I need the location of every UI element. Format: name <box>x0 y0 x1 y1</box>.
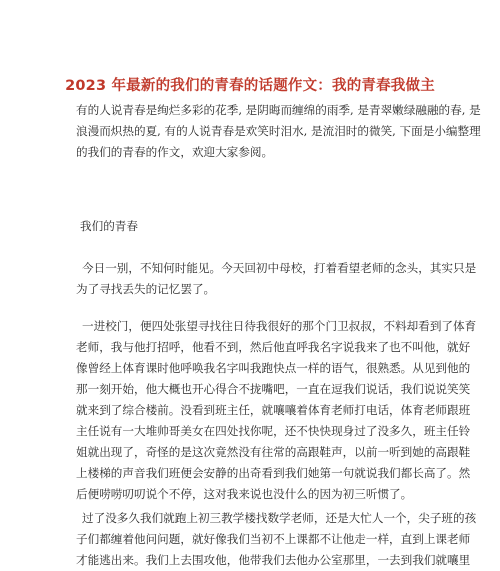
document-title: 2023 年最新的我们的青春的话题作文：我的青春我做主 <box>65 78 435 94</box>
text-line: 主任说有一大堆帅哥美女在四处找你呢，还不快快现身过了没多久，班主任铃 <box>76 424 471 438</box>
text-line: 后便唠唠叨叨说个不停，这对我来说也没什么的因为初三听惯了。 <box>76 487 413 501</box>
text-line: 老师，我与他打招呼，他看不到，然后他直呼我名字说我来了也不叫他，就好 <box>76 340 471 354</box>
text-line: 像曾经上体育课时他呼唤我名字叫我跑快点一样的语气，很熟悉。从见到他的 <box>76 361 471 375</box>
text-line: 那一刻开始，他大概也开心得合不拢嘴吧，一直在逗我们说话，我们说说笑笑 <box>76 382 471 396</box>
text-line: 就来到了综合楼前。没看到班主任，就嚷嚷着体育老师打电话，体育老师跟班 <box>76 403 471 417</box>
text-line: 浪漫而炽热的夏, 有的人说青春是欢笑时泪水, 是流泪时的微笑, 下面是小编整理 <box>76 124 481 138</box>
text-line: 子们都缠着他问问题，就好像我们当初不上课都不让他走一样，直到上课老师 <box>76 532 471 546</box>
text-line: 姐就出现了，奇怪的是这次竟然没有往常的高跟鞋声，以前一听到她的高跟鞋 <box>76 445 471 459</box>
body-paragraph-2 <box>76 316 477 505</box>
section-heading-text: 我们的青春 <box>80 219 138 233</box>
intro-paragraph <box>76 100 481 163</box>
text-line: 今日一别，不知何时能见。今天回初中母校，打着看望老师的念头，其实只是 <box>82 261 477 275</box>
text-line: 过了没多久我们就跑上初三教学楼找数学老师，还是大忙人一个，尖子班的孩 <box>82 511 477 525</box>
body-paragraph-1 <box>76 258 477 300</box>
body-paragraph-3 <box>76 508 477 571</box>
text-line: 上楼梯的声音我们班便会安静的出奇看到我们她第一句就说我们都长高了。然 <box>76 466 471 480</box>
section-heading <box>80 216 434 237</box>
text-line: 一进校门，便四处张望寻找往日待我很好的那个门卫叔叔，不料却看到了体育 <box>82 319 477 333</box>
text-line: 才能逃出来。我们上去围攻他，他带我们去他办公室那里，一去到我们就嚷里 <box>76 553 471 567</box>
text-line: 的我们的青春的作文，欢迎大家参阅。 <box>76 145 274 159</box>
text-line: 为了寻找丢失的记忆罢了。 <box>76 282 216 296</box>
text-line: 有的人说青春是绚烂多彩的花季, 是阴晦而缠绵的雨季, 是青翠嫩绿融融的春, 是 <box>76 103 481 117</box>
